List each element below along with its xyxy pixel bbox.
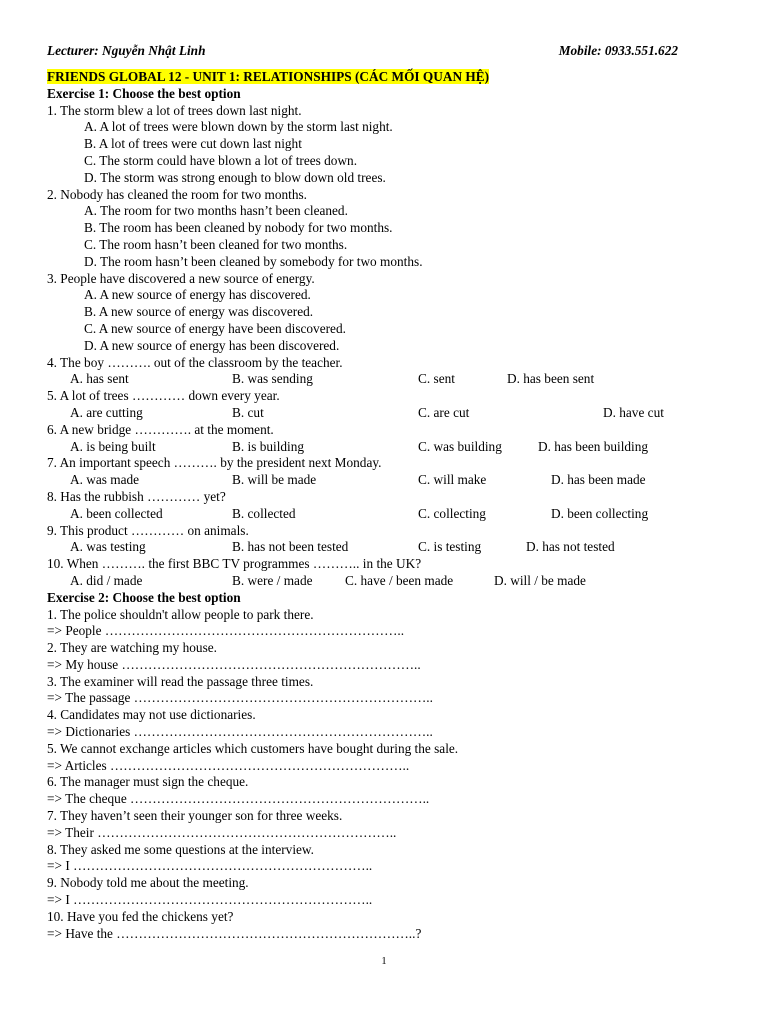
- ex2-answer-5: => Articles …………………………………………………………..: [47, 757, 410, 773]
- q10-option-d: D. will / be made: [494, 572, 586, 588]
- q1-option-b: B. A lot of trees were cut down last night: [84, 136, 302, 152]
- document-title: FRIENDS GLOBAL 12 - UNIT 1: RELATIONSHIPS (CÁC MỐI QUAN HỆ): [47, 69, 490, 84]
- q3-option-b: B. A new source of energy was discovered.: [84, 304, 314, 320]
- q3-option-d: D. A new source of energy has been discovered.: [84, 337, 340, 353]
- q3-option-c: C. A new source of energy have been discovered.: [84, 320, 346, 336]
- q2-option-d: D. The room hasn’t been cleaned by somebody for two months.: [84, 253, 423, 269]
- ex2-question-7: 7. They haven’t seen their younger son for three weeks.: [47, 808, 343, 824]
- ex2-answer-8: => I …………………………………………………………..: [47, 858, 373, 874]
- q9-option-d: D. has not tested: [526, 539, 615, 555]
- q4-option-a: A. has sent: [70, 371, 129, 387]
- lecturer-name: Lecturer: Nguyễn Nhật Linh: [47, 43, 206, 58]
- q7-options: [47, 472, 737, 489]
- q10-option-c: C. have / been made: [345, 572, 454, 588]
- q8-option-c: C. collecting: [418, 505, 486, 521]
- question-8: 8. Has the rubbish ………… yet?: [47, 488, 226, 504]
- ex2-question-6: 6. The manager must sign the cheque.: [47, 774, 249, 790]
- ex2-question-10: 10. Have you fed the chickens yet?: [47, 908, 234, 924]
- mobile-number: Mobile: 0933.551.622: [558, 43, 678, 58]
- ex2-question-8: 8. They asked me some questions at the interview.: [47, 841, 314, 857]
- q7-option-d: D. has been made: [551, 472, 646, 488]
- q1-option-d: D. The storm was strong enough to blow down old trees.: [84, 169, 386, 185]
- q6-option-d: D. has been building: [538, 438, 649, 454]
- question-9: 9. This product ………… on animals.: [47, 522, 249, 538]
- q1-option-c: C. The storm could have blown a lot of trees down.: [84, 152, 358, 168]
- q8-option-d: D. been collecting: [551, 505, 649, 521]
- ex2-answer-2: => My house …………………………………………………………..: [47, 656, 421, 672]
- page-number: 1: [381, 956, 387, 967]
- q9-options: [47, 539, 737, 556]
- q9-option-b: B. has not been tested: [232, 539, 349, 555]
- q2-option-c: C. The room hasn’t been cleaned for two months.: [84, 236, 348, 252]
- q8-option-a: A. been collected: [70, 505, 163, 521]
- q5-option-b: B. cut: [232, 404, 264, 420]
- ex2-answer-4: => Dictionaries …………………………………………………………..: [47, 724, 433, 740]
- ex2-question-1: 1. The police shouldn't allow people to park there.: [47, 606, 314, 622]
- q4-options: [47, 371, 737, 388]
- q9-option-c: C. is testing: [418, 539, 482, 555]
- q8-options: [47, 506, 737, 523]
- q10-options: [47, 573, 737, 590]
- worksheet-body: [47, 69, 737, 942]
- q5-option-c: C. are cut: [418, 404, 470, 420]
- ex2-question-5: 5. We cannot exchange articles which customers have bought during the sale.: [47, 740, 459, 756]
- ex2-question-2: 2. They are watching my house.: [47, 640, 217, 656]
- ex2-question-3: 3. The examiner will read the passage three times.: [47, 673, 314, 689]
- question-10: 10. When ………. the first BBC TV programmes ……….. in the UK?: [47, 556, 422, 572]
- q9-option-a: A. was testing: [70, 539, 146, 555]
- q2-option-b: B. The room has been cleaned by nobody for two months.: [84, 220, 393, 236]
- ex2-answer-10: => Have the …………………………………………………………..?: [47, 925, 422, 941]
- q4-option-c: C. sent: [418, 371, 455, 387]
- q8-option-b: B. collected: [232, 505, 296, 521]
- question-3: 3. People have discovered a new source of energy.: [47, 270, 315, 286]
- q5-option-d: D. have cut: [603, 404, 664, 420]
- ex2-answer-1: => People …………………………………………………………..: [47, 623, 405, 639]
- ex2-answer-9: => I …………………………………………………………..: [47, 892, 373, 908]
- q7-option-c: C. will make: [418, 472, 487, 488]
- question-2: 2. Nobody has cleaned the room for two months.: [47, 186, 307, 202]
- question-1: 1. The storm blew a lot of trees down last night.: [47, 102, 302, 118]
- q7-option-b: B. will be made: [232, 472, 317, 488]
- q1-option-a: A. A lot of trees were blown down by the storm last night.: [84, 119, 393, 135]
- q3-option-a: A. A new source of energy has discovered.: [84, 287, 311, 303]
- q4-option-b: B. was sending: [232, 371, 313, 387]
- question-5: 5. A lot of trees ………… down every year.: [47, 388, 280, 404]
- q2-option-a: A. The room for two months hasn’t been cleaned.: [84, 203, 348, 219]
- question-7: 7. An important speech ………. by the president next Monday.: [47, 455, 382, 471]
- ex2-question-4: 4. Candidates may not use dictionaries.: [47, 707, 256, 723]
- question-6: 6. A new bridge …………. at the moment.: [47, 421, 274, 437]
- q10-option-a: A. did / made: [70, 572, 143, 588]
- q4-option-d: D. has been sent: [507, 371, 595, 387]
- ex2-answer-3: => The passage …………………………………………………………..: [47, 690, 433, 706]
- q6-option-c: C. was building: [418, 438, 502, 454]
- q6-options: [47, 439, 737, 456]
- exercise1-heading: Exercise 1: Choose the best option: [47, 85, 241, 101]
- page-header: [47, 43, 678, 61]
- q5-options: [47, 405, 737, 422]
- q10-option-b: B. were / made: [232, 572, 313, 588]
- q7-option-a: A. was made: [70, 472, 140, 488]
- q6-option-b: B. is building: [232, 438, 305, 454]
- q6-option-a: A. is being built: [70, 438, 156, 454]
- question-4: 4. The boy ………. out of the classroom by the teacher.: [47, 354, 343, 370]
- exercise2-heading: Exercise 2: Choose the best option: [47, 589, 241, 605]
- ex2-question-9: 9. Nobody told me about the meeting.: [47, 875, 249, 891]
- ex2-answer-6: => The cheque …………………………………………………………..: [47, 791, 430, 807]
- ex2-answer-7: => Their …………………………………………………………..: [47, 824, 397, 840]
- q5-option-a: A. are cutting: [70, 404, 143, 420]
